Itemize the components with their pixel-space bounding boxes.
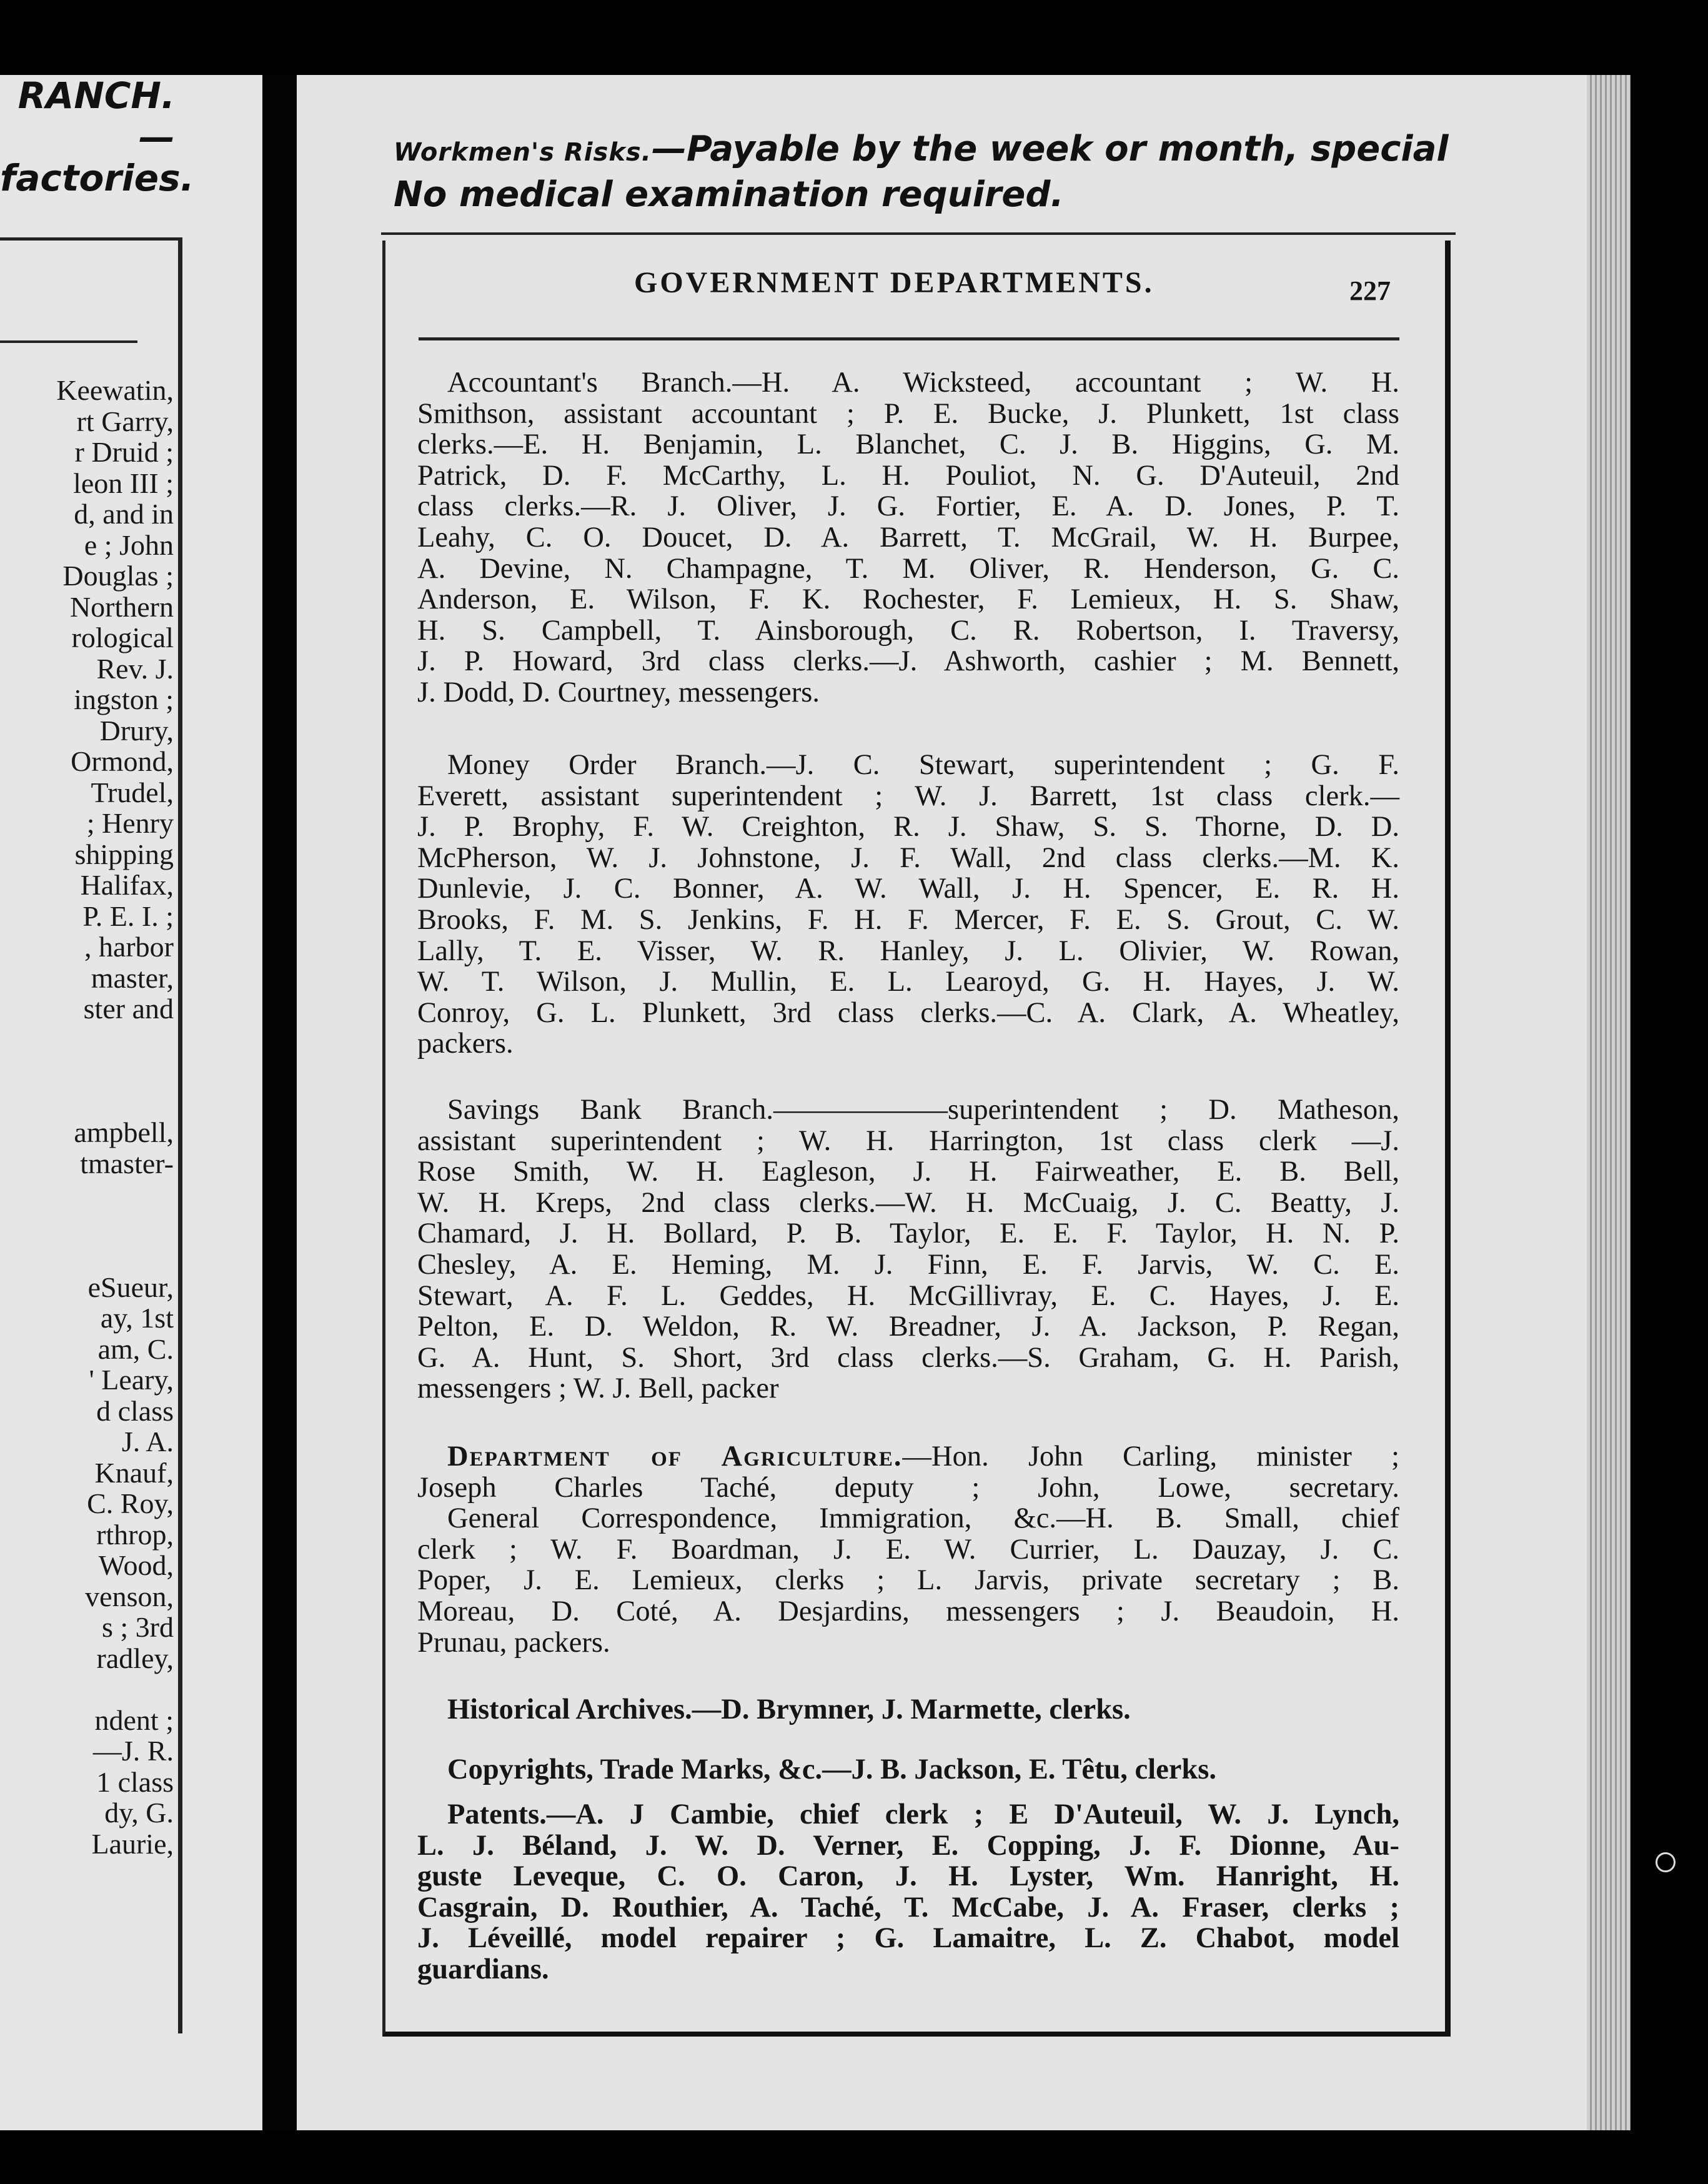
entry-line: Copyrights, Trade Marks, &c.—J. B. Jackson, E. Têtu, clerks. (447, 1754, 1216, 1785)
left-page-line: Knauf, (94, 1456, 174, 1489)
left-page-line: J. A. (121, 1426, 174, 1457)
entry-line: Savings Bank Branch.——————superintendent ; D. Matheson, (447, 1094, 1399, 1126)
entry-line: L. J. Béland, J. W. D. Verner, E. Copping, J. F. Dionne, Au- (417, 1829, 1399, 1862)
left-page-line: rt Garry, (76, 405, 174, 437)
left-page-line: Douglas ; (62, 560, 174, 592)
left-page-line: radley, (96, 1642, 174, 1674)
entry-line: Casgrain, D. Routhier, A. Taché, T. McCabe, J. A. Fraser, clerks ; (417, 1891, 1399, 1923)
running-title: GOVERNMENT DEPARTMENTS. (634, 266, 1154, 299)
scan-mark (1656, 1852, 1676, 1872)
entry-savings-bank-branch (417, 1094, 1399, 1404)
left-page-line: —J. R. (92, 1735, 174, 1767)
entry-patents (417, 1799, 1399, 1985)
entry-line: General Correspondence, Immigration, &c.—H. B. Small, chief (447, 1502, 1399, 1535)
entry-line: A. Devine, N. Champagne, T. M. Oliver, R. Henderson, G. C. (417, 552, 1399, 585)
left-page-line: C. Roy, (87, 1487, 174, 1519)
entry-line: Patrick, D. F. McCarthy, L. H. Pouliot, N. G. D'Auteuil, 2nd (417, 459, 1399, 492)
book-gutter (262, 75, 297, 2130)
left-page-line: 1 class (96, 1765, 174, 1798)
left-page-line: tmaster- (80, 1147, 174, 1179)
left-page-heading (0, 74, 194, 199)
banner-lead: Workmen's Risks. (394, 138, 652, 167)
left-page-line: leon III ; (73, 467, 174, 499)
left-page-line: rthrop, (96, 1518, 174, 1551)
left-page-line (0, 1210, 174, 1241)
entry-line: J. P. Howard, 3rd class clerks.—J. Ashworth, cashier ; M. Bennett, (417, 645, 1399, 678)
left-page-line: dy, G. (104, 1797, 174, 1829)
left-page-line (0, 1025, 174, 1056)
entry-line: J. P. Brophy, F. W. Creighton, R. J. Shaw, S. S. Thorne, D. D. (417, 811, 1399, 843)
left-page-line: Halifax, (80, 869, 174, 901)
entry-line: Smithson, assistant accountant ; P. E. Bucke, J. Plunkett, 1st class (417, 397, 1399, 430)
entry-line: Pelton, E. D. Weldon, R. W. Breadner, J. A. Jackson, P. Regan, (417, 1311, 1399, 1343)
entry-line: Everett, assistant superintendent ; W. J. Barrett, 1st class clerk.— (417, 780, 1399, 812)
entry-line: Joseph Charles Taché, deputy ; John, Lowe, secretary. (417, 1471, 1399, 1504)
entry-line: Chesley, A. E. Heming, M. J. Finn, E. F. Jarvis, W. C. E. (417, 1248, 1399, 1281)
entry-line: Prunau, packers. (417, 1626, 610, 1659)
left-page-line: e ; John (84, 529, 174, 561)
entry-line: packers. (417, 1028, 514, 1060)
left-page-line: ampbell, (74, 1116, 174, 1148)
header-rule (419, 337, 1399, 340)
left-page-line (0, 1241, 174, 1272)
left-page-line (0, 1674, 174, 1705)
entry-department-of-agriculture (417, 1441, 1399, 1658)
page-edges (1587, 75, 1631, 2130)
entry-line: messengers ; W. J. Bell, packer (417, 1372, 779, 1405)
left-page-line: , harbor (84, 931, 174, 963)
left-page-line: Ormond, (71, 745, 174, 777)
entry-line: G. A. Hunt, S. Short, 3rd class clerks.—S. Graham, G. H. Parish, (417, 1341, 1399, 1374)
left-page-line: Trudel, (91, 776, 174, 808)
left-page-line: am, C. (97, 1333, 174, 1365)
left-page-line: master, (91, 961, 174, 994)
left-page-line: ster and (83, 993, 174, 1025)
entry-line: W. H. Kreps, 2nd class clerks.—W. H. McCuaig, J. C. Beatty, J. (417, 1186, 1399, 1219)
left-page-line (0, 1055, 174, 1086)
entry-line: Poper, J. E. Lemieux, clerks ; L. Jarvis, private secretary ; B. (417, 1564, 1399, 1597)
left-page-line: ingston ; (74, 683, 174, 715)
left-page-line (0, 1179, 174, 1210)
left-page-line (0, 1086, 174, 1118)
left-page-rule (0, 340, 137, 343)
left-page-line: r Druid ; (74, 436, 174, 468)
entry-line: Moreau, D. Coté, A. Desjardins, messengers ; J. Beaudoin, H. (417, 1595, 1399, 1627)
left-heading-line-2: factories. (0, 157, 194, 199)
left-page-line: ; Henry (86, 807, 174, 839)
entry-line: class clerks.—R. J. Oliver, J. G. Fortier, E. A. D. Jones, P. T. (417, 490, 1399, 523)
entry-line: Lally, T. E. Visser, W. R. Hanley, J. L. Olivier, W. Rowan, (417, 935, 1399, 967)
left-page-line: eSueur, (87, 1271, 174, 1303)
left-page-line: Keewatin, (56, 374, 174, 406)
entry-line: Accountant's Branch.—H. A. Wicksteed, accountant ; W. H. (447, 367, 1399, 399)
entry-line: J. Dodd, D. Courtney, messengers. (417, 676, 820, 708)
left-page-line: s ; 3rd (102, 1611, 174, 1643)
left-page-line: venson, (85, 1580, 174, 1612)
left-page-line: rological (71, 622, 174, 653)
department-heading: Department of Agriculture. (447, 1441, 903, 1472)
entry-line: clerks.—E. H. Benjamin, L. Blanchet, C. J. B. Higgins, G. M. (417, 429, 1399, 461)
entry-line: J. Léveillé, model repairer ; G. Lamaitre, L. Z. Chabot, model (417, 1922, 1399, 1955)
entry-copyrights (417, 1754, 1399, 1785)
entry-line: Leahy, C. O. Doucet, D. A. Barrett, T. McGrail, W. H. Burpee, (417, 521, 1399, 553)
banner-rule (381, 232, 1456, 235)
left-page-line: d, and in (74, 498, 174, 530)
left-page-line: Drury, (99, 714, 174, 747)
entry-historical-archives (417, 1694, 1399, 1725)
entry-line: Conroy, G. L. Plunkett, 3rd class clerks.—C. A. Clark, A. Wheatley, (417, 996, 1399, 1029)
entry-line: Stewart, A. F. L. Geddes, H. McGillivray, E. C. Hayes, J. E. (417, 1279, 1399, 1312)
banner-line-1 (394, 128, 1456, 174)
entry-line: Anderson, E. Wilson, F. K. Rochester, F. Lemieux, H. S. Shaw, (417, 583, 1399, 616)
entry-line: Patents.—A. J Cambie, chief clerk ; E D'Auteuil, W. J. Lynch, (447, 1799, 1399, 1830)
left-page-line: shipping (74, 838, 174, 870)
entry-line: Chamard, J. H. Bollard, P. B. Taylor, E. E. F. Taylor, H. N. P. (417, 1218, 1399, 1250)
left-page-text (0, 375, 174, 1859)
entry-line: guste Leveque, C. O. Caron, J. H. Lyster, Wm. Hanright, H. (417, 1860, 1399, 1893)
entry-line: W. T. Wilson, J. Mullin, E. L. Learoyd, G. H. Hayes, J. W. (417, 966, 1399, 998)
entry-line: Dunlevie, J. C. Bonner, A. W. Wall, J. H. Spencer, E. R. H. (417, 873, 1399, 905)
page-number: 227 (1349, 275, 1391, 306)
entry-line: Brooks, F. M. S. Jenkins, F. H. F. Mercer, F. E. S. Grout, C. W. (417, 903, 1399, 936)
left-page-line: Wood, (98, 1549, 174, 1581)
left-page-line: P. E. I. ; (82, 900, 174, 932)
entry-line: clerk ; W. F. Boardman, J. E. W. Currier, L. Dauzay, J. C. (417, 1533, 1399, 1566)
entry-line: Money Order Branch.—J. C. Stewart, superintendent ; G. F. (447, 749, 1399, 781)
entry-money-order-branch (417, 750, 1399, 1060)
left-heading-line-1: RANCH.— (17, 74, 175, 158)
left-page-line: d class (96, 1394, 174, 1427)
left-page-line: ' Leary, (89, 1364, 174, 1396)
banner-line-1-text: —Payable by the week or month, special (651, 129, 1449, 169)
banner-line-2: No medical examination required. (394, 174, 1064, 215)
entry-line: H. S. Campbell, T. Ainsborough, C. R. Robertson, I. Traversy, (417, 614, 1399, 647)
advertisement-banner (394, 128, 1456, 216)
department-heading-rest: —Hon. John Carling, minister ; (902, 1441, 1399, 1472)
left-page-line: Rev. J. (96, 652, 174, 685)
entry-line: assistant superintendent ; W. H. Harrington, 1st class clerk —J. (417, 1124, 1399, 1157)
left-page-line: Laurie, (91, 1827, 174, 1860)
entry-line: Historical Archives.—D. Brymner, J. Marmette, clerks. (447, 1694, 1131, 1725)
left-page-line: ndent ; (94, 1704, 174, 1736)
entry-line: guardians. (417, 1953, 549, 1985)
entry-line: Rose Smith, W. H. Eagleson, J. H. Fairweather, E. B. Bell, (417, 1156, 1399, 1188)
left-page-line: Northern (69, 590, 174, 623)
entry-line: McPherson, W. J. Johnstone, J. F. Wall, 2nd class clerks.—M. K. (417, 841, 1399, 874)
entry-accountants-branch (417, 367, 1399, 708)
left-page-line: ay, 1st (100, 1302, 174, 1334)
entry-line (417, 1441, 1399, 1472)
